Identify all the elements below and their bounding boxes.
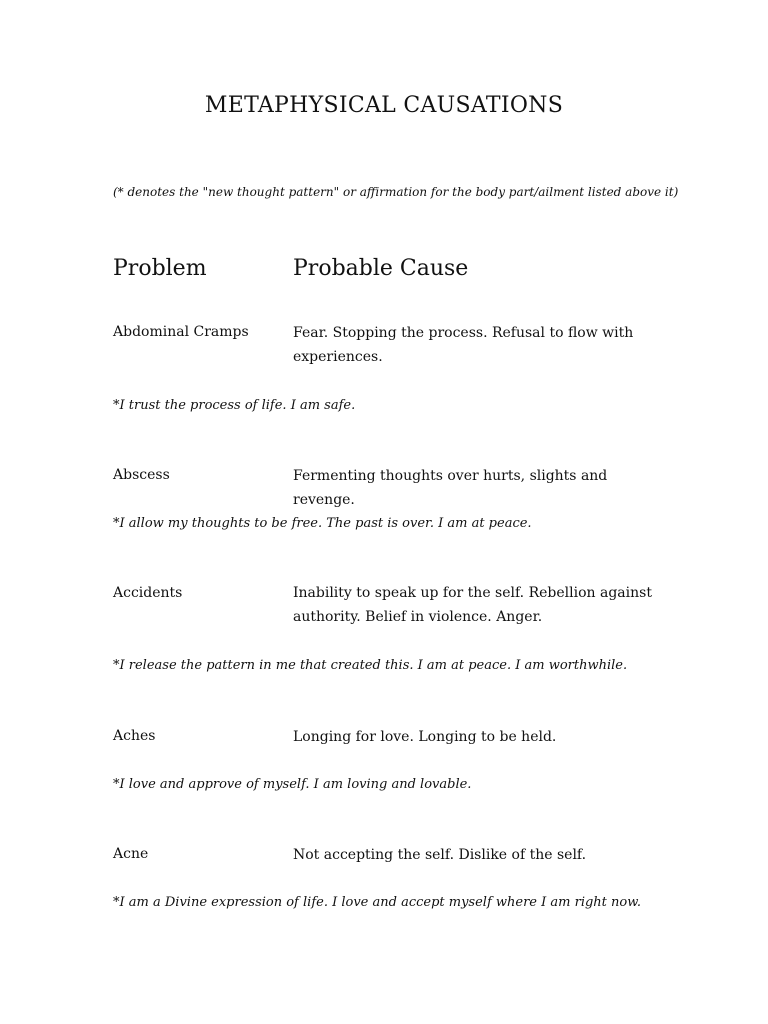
entry-problem-acne: Acne [113, 846, 149, 862]
entry-cause-abscess: Fermenting thoughts over hurts, slights and revenge. [293, 468, 608, 508]
entry-problem-abscess: Abscess [113, 467, 170, 483]
entry-affirmation-accidents: *I release the pattern in me that created this. I am at peace. I am worthwhile. [113, 658, 628, 673]
probable-cause-column-heading: Probable Cause [293, 256, 469, 281]
entry-affirmation-abdominal-cramps: *I trust the process of life. I am safe. [113, 398, 356, 413]
entry-problem-accidents: Accidents [113, 585, 183, 601]
entry-affirmation-aches: *I love and approve of myself. I am loving and lovable. [113, 777, 472, 792]
entry-cause-acne: Not accepting the self. Dislike of the self. [293, 847, 587, 863]
entry-affirmation-acne: *I am a Divine expression of life. I love and accept myself where I am right now. [113, 895, 641, 910]
problem-column-heading: Problem [113, 256, 207, 281]
entry-problem-aches: Aches [113, 728, 156, 744]
entry-cause-accidents: Inability to speak up for the self. Rebellion against authority. Belief in violence. Anger. [293, 585, 652, 625]
entry-problem-abdominal-cramps: Abdominal Cramps [113, 324, 249, 340]
entry-affirmation-abscess: *I allow my thoughts to be free. The past is over. I am at peace. [113, 516, 532, 531]
entry-cause-aches: Longing for love. Longing to be held. [293, 729, 557, 745]
entry-cause-abdominal-cramps: Fear. Stopping the process. Refusal to flow with experiences. [293, 325, 634, 365]
affirmation-note: (* denotes the "new thought pattern" or affirmation for the body part/ailment listed above it) [113, 185, 679, 199]
document-title: METAPHYSICAL CAUSATIONS [204, 93, 564, 118]
